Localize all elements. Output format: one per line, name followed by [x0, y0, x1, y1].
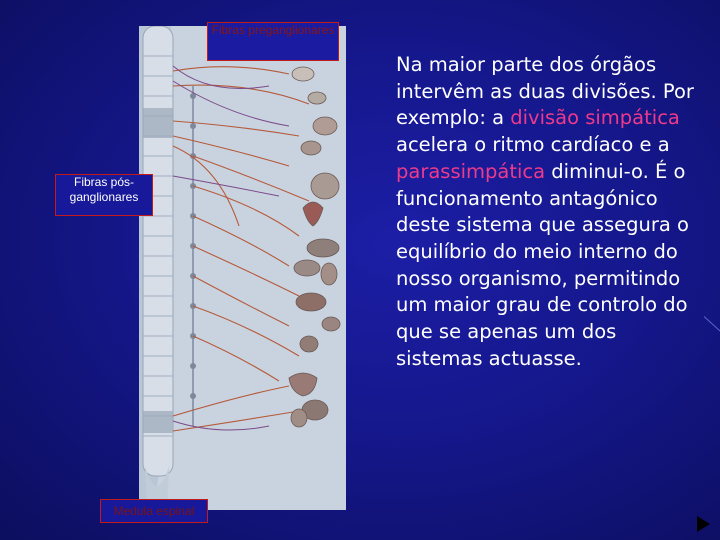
heart-organ [303, 202, 323, 226]
decorative-line [704, 316, 720, 331]
stomach-organ [294, 260, 320, 276]
autonomic-nervous-system-illustration [139, 26, 346, 510]
parasympathetic-highlight: parassimpática [396, 159, 546, 183]
lung-organ [311, 173, 339, 199]
nervous-system-diagram [139, 26, 346, 510]
eye-organ [292, 67, 314, 81]
sympathetic-highlight: divisão simpática [510, 106, 680, 130]
spinal-cord-label: Medula espinal [100, 499, 208, 523]
paragraph-text-2: acelera o ritmo cardíaco e a [396, 133, 670, 157]
postganglionic-fibers-label: Fibras pós-ganglionares [55, 174, 153, 216]
next-slide-arrow-icon[interactable] [697, 516, 710, 532]
slide-paragraph [396, 52, 696, 372]
preganglionic-fibers-label: Fibras preganglionares [207, 22, 339, 61]
paragraph-text-3: diminui-o. É o funcionamento antagónico deste sistema que assegura o equilíbrio do meio interno do nosso organismo, permitindo um maior grau de controlo do que se apenas um dos sistemas actuasse. [396, 159, 689, 370]
paragraph-text-1: Na maior parte dos órgãos intervêm as duas divisões. Por exemplo: a [396, 53, 694, 130]
spinal-cord [143, 26, 173, 476]
